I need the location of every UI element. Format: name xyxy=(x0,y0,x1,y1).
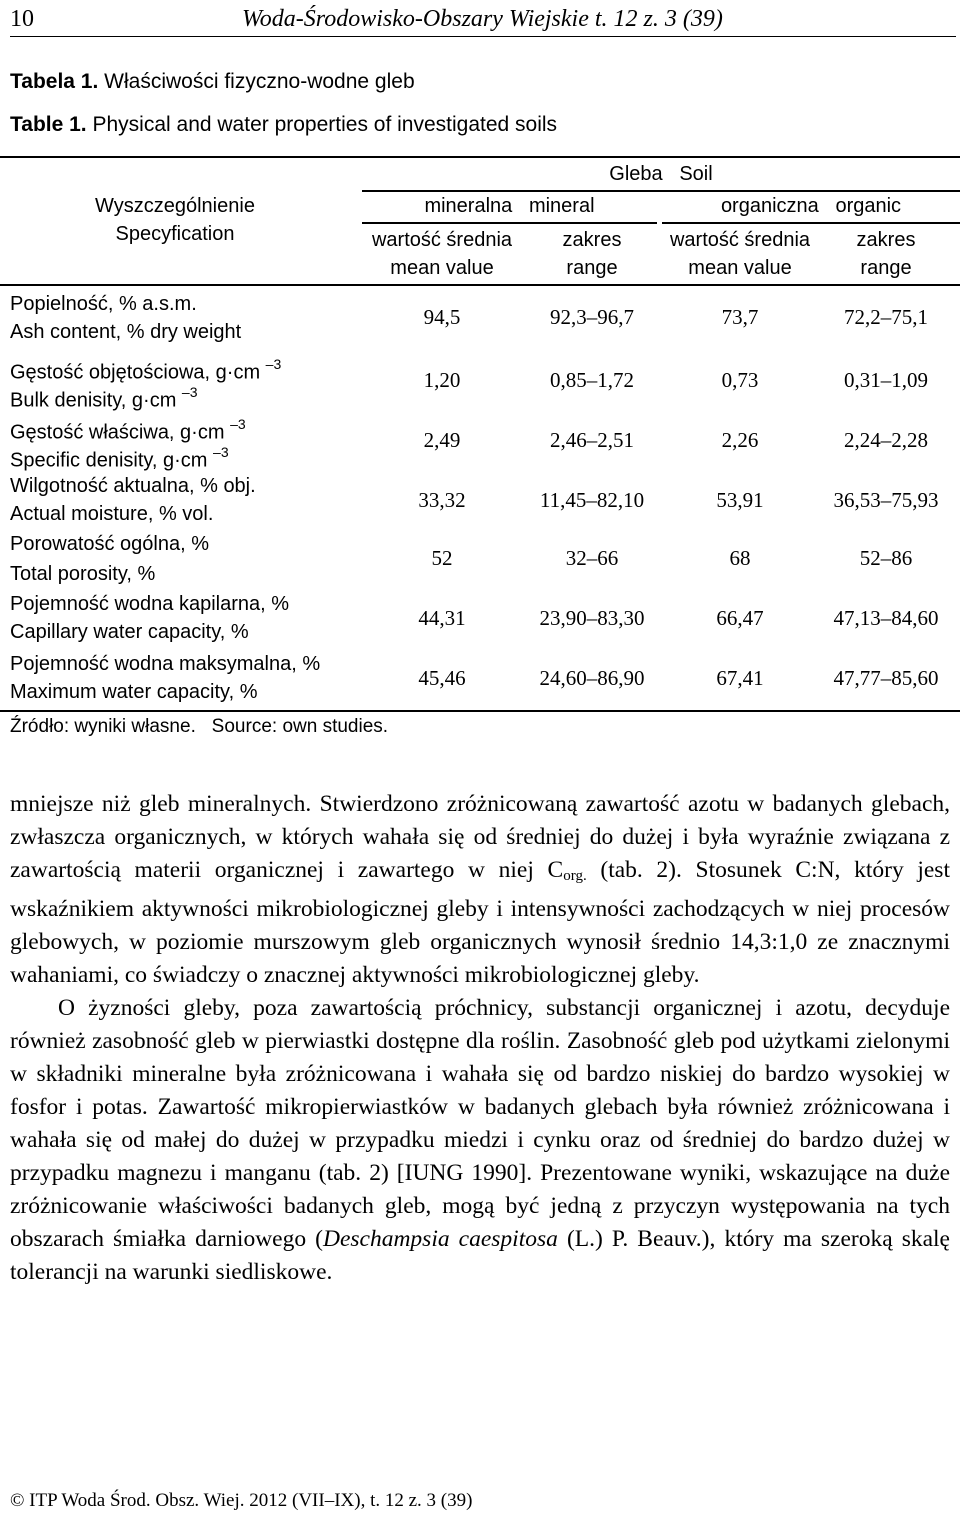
spec-header-en: Specyfication xyxy=(115,223,235,245)
table-source: Źródło: wyniki własne. Source: own studies. xyxy=(10,716,389,737)
mineral-range-pl: zakres xyxy=(562,229,622,251)
organic-mean-value: 2,26 xyxy=(721,428,759,452)
mineral-mean-value: 45,46 xyxy=(418,666,466,690)
row-label-en: Ash content, % dry weight xyxy=(10,321,242,343)
page-number: 10 xyxy=(10,6,34,32)
table-row xyxy=(0,346,960,412)
organic-mean-en: mean value xyxy=(688,257,792,279)
caption-text-en: Physical and water properties of investigated soils xyxy=(92,113,558,136)
mineral-mean-en: mean value xyxy=(390,257,494,279)
mineral-mean-value: 94,5 xyxy=(423,305,461,329)
row-label-en: Maximum water capacity, % xyxy=(10,681,258,703)
mineral-range-value: 0,85–1,72 xyxy=(550,368,634,392)
organic-mean-pl: wartość średnia xyxy=(669,229,811,251)
table-caption-pl xyxy=(10,70,415,94)
organic-range-value: 0,31–1,09 xyxy=(844,368,928,392)
row-label-en: Specific denisity, g·cm $^{-3}$ xyxy=(10,444,229,472)
organic-range-value: 47,13–84,60 xyxy=(833,606,939,630)
organic-mean-value: 53,91 xyxy=(716,488,764,512)
mineral-rule xyxy=(362,222,657,224)
row-label-pl: Wilgotność aktualna, % obj. xyxy=(10,475,256,497)
row-label-en: Capillary water capacity, % xyxy=(10,621,249,643)
table-row xyxy=(0,586,960,646)
soil-group-header: Gleba Soil xyxy=(609,163,713,185)
mineral-range-value: 23,90–83,30 xyxy=(539,606,645,630)
properties-table xyxy=(0,156,960,712)
organic-range-value: 72,2–75,1 xyxy=(844,305,928,329)
organic-range-value: 52–86 xyxy=(859,546,913,570)
mineral-range-value: 2,46–2,51 xyxy=(550,428,634,452)
row-label-en: Actual moisture, % vol. xyxy=(10,503,214,525)
organic-mean-value: 66,47 xyxy=(716,606,764,630)
table-row xyxy=(0,406,960,472)
organic-range-en: range xyxy=(860,257,912,279)
organic-range-value: 47,77–85,60 xyxy=(833,666,939,690)
mineral-mean-value: 33,32 xyxy=(418,488,466,512)
body-text xyxy=(10,788,950,1289)
mineral-range-value: 32–66 xyxy=(565,546,619,570)
organic-mean-value: 68 xyxy=(729,546,751,570)
mineral-range-value: 92,3–96,7 xyxy=(550,305,634,329)
mineral-mean-value: 44,31 xyxy=(418,606,466,630)
table-row xyxy=(0,646,960,706)
organic-header: organiczna organic xyxy=(720,195,902,217)
table-row xyxy=(0,286,960,346)
row-label-pl: Gęstość objętościowa, g·cm $^{-3}$ xyxy=(10,356,282,384)
table-caption-en xyxy=(10,113,557,137)
mineral-range-en: range xyxy=(566,257,618,279)
table-row xyxy=(0,466,960,526)
mineral-mean-value: 1,20 xyxy=(423,368,461,392)
row-label-en: Total porosity, % xyxy=(10,563,156,585)
organic-mean-value: 73,7 xyxy=(721,305,759,329)
spec-header-pl: Wyszczególnienie xyxy=(95,195,255,217)
organic-range-value: 2,24–2,28 xyxy=(844,428,928,452)
mineral-header: mineralna mineral xyxy=(424,195,595,217)
running-header xyxy=(10,4,956,37)
copyright-footer: © ITP Woda Środ. Obsz. Wiej. 2012 (VII–IX), t. 12 z. 3 (39) xyxy=(10,1490,473,1511)
paragraph: mniejsze niż gleb mineralnych. Stwierdzono zróżnicowaną zawartość azotu w badanych glebach, zwłaszcza organicznych, w których wahała się od średniej do dużej i była wyraźnie związana z zawartością materii organicznej i zawartego w niej $C_{org.}$ (tab. 2). Stosunek C:N, który jest wskaźnikiem aktywności mikrobiologicznej gleby i intensywności zachodzących w niej procesów glebowych, w poziomie murszowym gleb organicznych wynosił średnio 14,3:1,0 ze znacznymi wahaniami, co świadczy o znacznej aktywności mikrobiologicznej gleby. xyxy=(10,791,950,988)
row-label-pl: Pojemność wodna kapilarna, % xyxy=(10,593,290,615)
journal-title: Woda-Środowisko-Obszary Wiejskie t. 12 z. 3 (39) xyxy=(242,6,723,32)
mineral-mean-pl: wartość średnia xyxy=(371,229,513,251)
organic-range-pl: zakres xyxy=(856,229,916,251)
row-label-pl: Pojemność wodna maksymalna, % xyxy=(10,653,321,675)
caption-text-pl: Właściwości fizyczno-wodne gleb xyxy=(104,70,415,93)
mineral-range-value: 11,45–82,10 xyxy=(539,488,645,512)
row-label-pl: Gęstość właściwa, g·cm $^{-3}$ xyxy=(10,416,246,444)
organic-mean-value: 0,73 xyxy=(721,368,759,392)
table-row xyxy=(0,526,960,586)
row-label-en: Bulk denisity, g·cm $^{-3}$ xyxy=(10,384,198,412)
table-bottom-rule xyxy=(0,710,960,712)
caption-label-en: Table 1. xyxy=(10,113,87,136)
mineral-mean-value: 52 xyxy=(431,546,453,570)
row-label-pl: Popielność, % a.s.m. xyxy=(10,293,197,315)
mineral-range-value: 24,60–86,90 xyxy=(539,666,645,690)
organic-rule xyxy=(662,222,960,224)
table-top-rule xyxy=(0,156,960,158)
paragraph: O żyzności gleby, poza zawartością próchnicy, substancji organicznej i azotu, decyduje również zasobność gleb w pierwiastki dostępne dla roślin. Zasobność gleb pod użytkami zielonymi w składniki mineralne była zróżnicowana i wahała się od bardzo niskiej do bardzo wysokiej w fosfor i potas. Zawartość mikropierwiastków w badanych glebach była również zróżnicowana i wahała się od małej do dużej w przypadku miedzi i cynku oraz od średniej do bardzo dużej w przypadku magnezu i manganu (tab. 2) [IUNG 1990]. Prezentowane wyniki, wskazujące na duże zróżnicowanie właściwości badanych gleb, mogą być jedną z przyczyn występowania na tych obszarach śmiałka darniowego (Deschampsia caespitosa (L.) P. Beauv.), który ma szeroką skalę tolerancji na warunki siedliskowe. xyxy=(10,995,950,1285)
caption-label-pl: Tabela 1. xyxy=(10,70,99,93)
row-label-pl: Porowatość ogólna, % xyxy=(10,533,210,555)
mineral-mean-value: 2,49 xyxy=(423,428,461,452)
organic-mean-value: 67,41 xyxy=(716,666,764,690)
organic-range-value: 36,53–75,93 xyxy=(833,488,939,512)
